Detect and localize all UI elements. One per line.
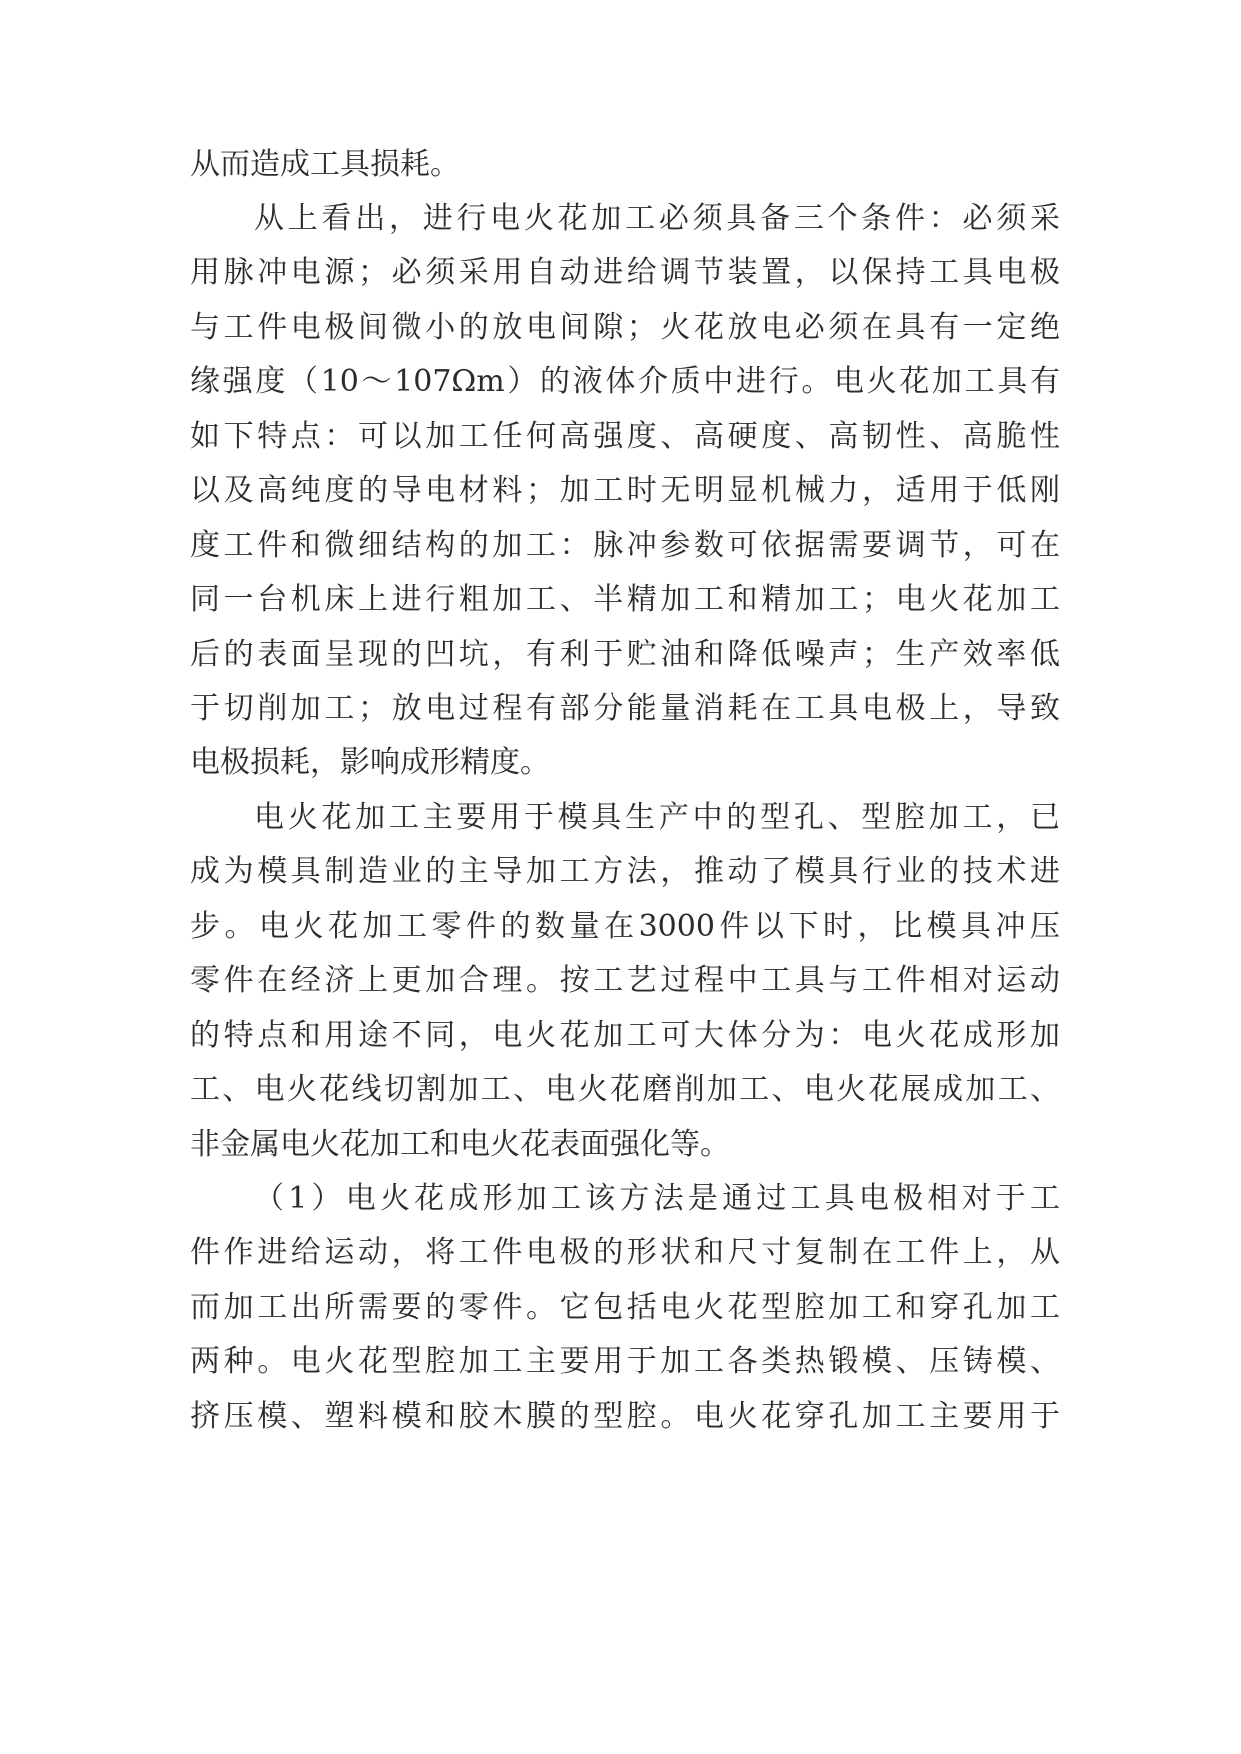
text-line: 两种。电火花型腔加工主要用于加工各类热锻模、压铸模、 bbox=[190, 1344, 1060, 1379]
text-line: 步。电火花加工零件的数量在3000件以下时，比模具冲压 bbox=[190, 909, 1060, 944]
text-line: 零件在经济上更加合理。按工艺过程中工具与工件相对运动 bbox=[190, 963, 1060, 998]
text-line: 从上看出，进行电火花加工必须具备三个条件：必须采 bbox=[254, 201, 1060, 236]
text-line: 如下特点：可以加工任何高强度、高硬度、高韧性、高脆性 bbox=[190, 419, 1060, 454]
text-line: 于切削加工；放电过程有部分能量消耗在工具电极上，导致 bbox=[190, 691, 1060, 726]
text-line: 用脉冲电源；必须采用自动进给调节装置，以保持工具电极 bbox=[190, 255, 1060, 290]
text-line: 与工件电极间微小的放电间隙；火花放电必须在具有一定绝 bbox=[190, 310, 1060, 345]
text-line: 电极损耗，影响成形精度。 bbox=[190, 745, 550, 780]
text-line: 以及高纯度的导电材料；加工时无明显机械力，适用于低刚 bbox=[190, 473, 1060, 508]
text-line: 的特点和用途不同，电火花加工可大体分为：电火花成形加 bbox=[190, 1018, 1060, 1053]
text-line: 缘强度（10～107Ωm）的液体介质中进行。电火花加工具有 bbox=[190, 364, 1060, 399]
text-line: 电火花加工主要用于模具生产中的型孔、型腔加工，已 bbox=[254, 800, 1060, 835]
text-line: 非金属电火花加工和电火花表面强化等。 bbox=[190, 1127, 730, 1162]
text-line: （1）电火花成形加工该方法是通过工具电极相对于工 bbox=[254, 1181, 1060, 1216]
text-line: 从而造成工具损耗。 bbox=[190, 147, 460, 182]
text-line: 件作进给运动，将工件电极的形状和尺寸复制在工件上，从 bbox=[190, 1235, 1060, 1270]
text-line: 而加工出所需要的零件。它包括电火花型腔加工和穿孔加工 bbox=[190, 1290, 1060, 1325]
text-line: 后的表面呈现的凹坑，有利于贮油和降低噪声；生产效率低 bbox=[190, 637, 1060, 672]
text-line: 同一台机床上进行粗加工、半精加工和精加工；电火花加工 bbox=[190, 582, 1060, 617]
text-line: 度工件和微细结构的加工：脉冲参数可依据需要调节，可在 bbox=[190, 528, 1060, 563]
text-line: 挤压模、塑料模和胶木膜的型腔。电火花穿孔加工主要用于 bbox=[190, 1399, 1060, 1434]
text-line: 成为模具制造业的主导加工方法，推动了模具行业的技术进 bbox=[190, 854, 1060, 889]
text-line: 工、电火花线切割加工、电火花磨削加工、电火花展成加工、 bbox=[190, 1072, 1060, 1107]
